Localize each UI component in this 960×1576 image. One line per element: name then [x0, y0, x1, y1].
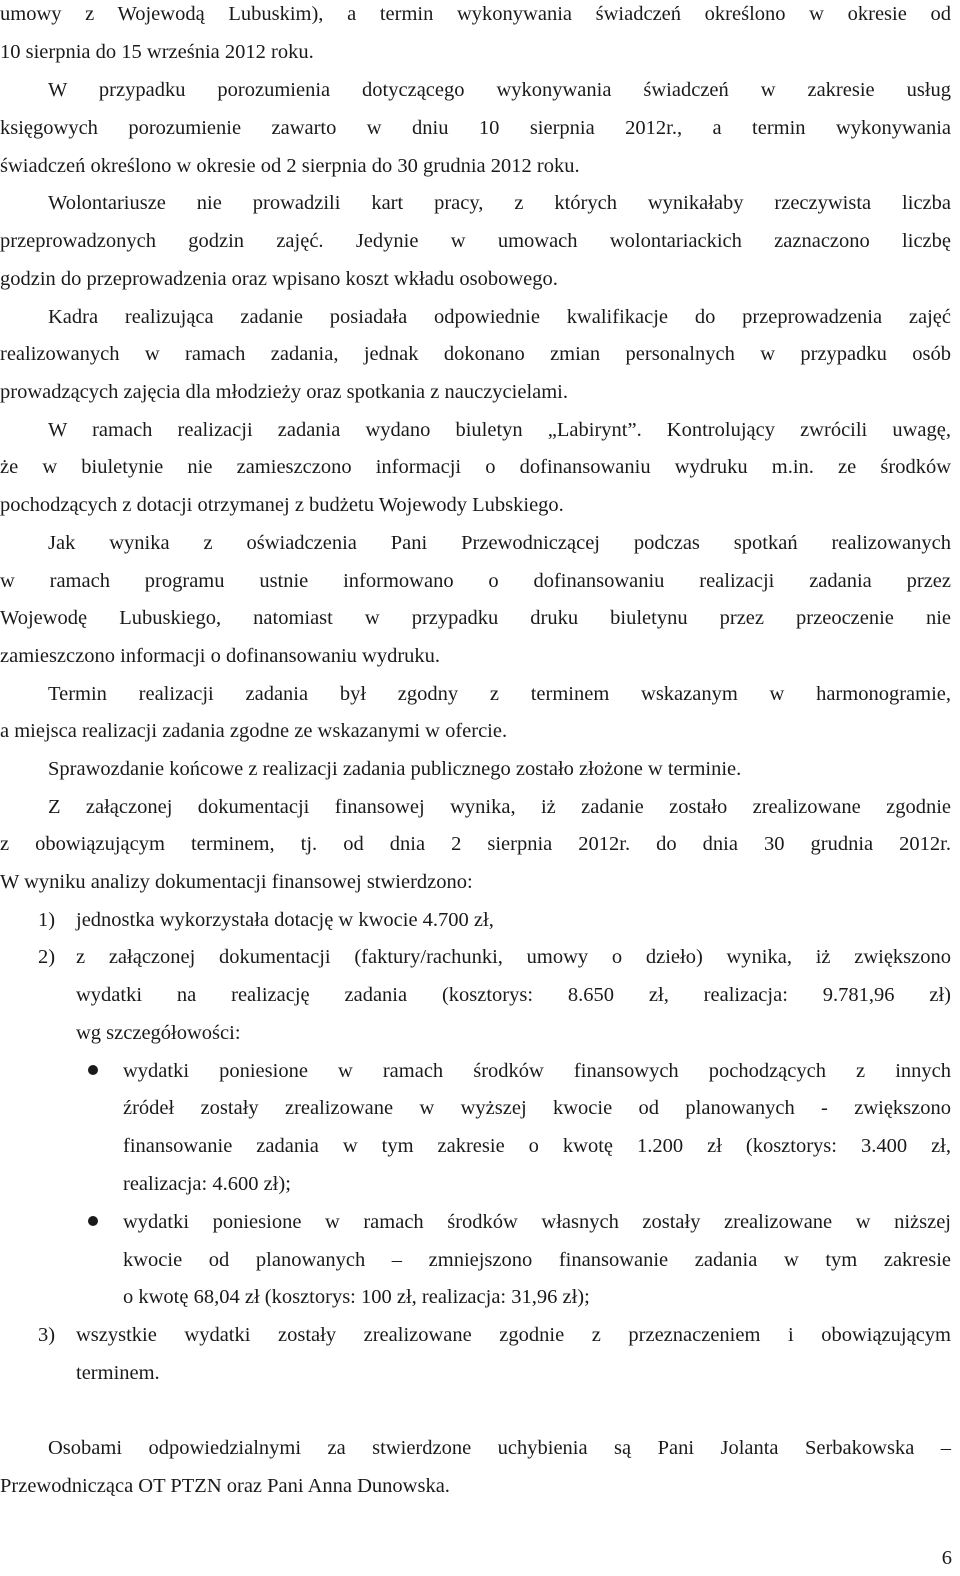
text-line: pochodzących z dotacji otrzymanej z budżetu Wojewody Lubskiego. — [0, 494, 564, 516]
text-line: w ramach programu ustnie informowano o dofinansowaniu realizacji zadania przez — [0, 570, 951, 592]
text-line: Sprawozdanie końcowe z realizacji zadania publicznego zostało złożone w terminie. — [48, 758, 742, 780]
list-item-text: terminem. — [76, 1362, 160, 1384]
text-line: Jak wynika z oświadczenia Pani Przewodniczącej podczas spotkań realizowanych — [48, 532, 951, 554]
list-item-text: wszystkie wydatki zostały zrealizowane zgodnie z przeznaczeniem i obowiązującym — [76, 1324, 951, 1346]
list-item-text: jednostka wykorzystała dotację w kwocie 4.700 zł, — [76, 909, 494, 931]
text-line: świadczeń określono w okresie od 2 sierpnia do 30 grudnia 2012 roku. — [0, 155, 580, 177]
bullet-icon — [88, 1216, 98, 1226]
list-item-text: wydatki na realizację zadania (kosztorys: 8.650 zł, realizacja: 9.781,96 zł) — [76, 984, 951, 1006]
list-item-text: z załączonej dokumentacji (faktury/rachunki, umowy o dzieło) wynika, iż zwiększono — [76, 946, 951, 968]
text-line: umowy z Wojewodą Lubuskim), a termin wykonywania świadczeń określono w okresie od — [0, 3, 951, 25]
text-line: Termin realizacji zadania był zgodny z terminem wskazanym w harmonogramie, — [48, 683, 951, 705]
text-line: W wyniku analizy dokumentacji finansowej stwierdzono: — [0, 871, 473, 893]
text-line: Osobami odpowiedzialnymi za stwierdzone uchybienia są Pani Jolanta Serbakowska – — [48, 1437, 951, 1459]
list-number: 1) — [38, 909, 56, 931]
text-line: zamieszczono informacji o dofinansowaniu wydruku. — [0, 645, 441, 667]
text-line: z obowiązującym terminem, tj. od dnia 2 sierpnia 2012r. do dnia 30 grudnia 2012r. — [0, 833, 951, 855]
text-line: W ramach realizacji zadania wydano biuletyn „Labirynt”. Kontrolujący zwrócili uwagę, — [48, 419, 951, 441]
text-line: a miejsca realizacji zadania zgodne ze wskazanymi w ofercie. — [0, 720, 508, 742]
text-line: W przypadku porozumienia dotyczącego wykonywania świadczeń w zakresie usług — [48, 79, 951, 101]
text-line: prowadzących zajęcia dla młodzieży oraz spotkania z nauczycielami. — [0, 381, 569, 403]
text-line: księgowych porozumienie zawarto w dniu 10 sierpnia 2012r., a termin wykonywania — [0, 117, 951, 139]
bullet-icon — [88, 1065, 98, 1075]
text-line: Z załączonej dokumentacji finansowej wynika, iż zadanie zostało zrealizowane zgodnie — [48, 796, 951, 818]
bullet-item-text: finansowanie zadania w tym zakresie o kwotę 1.200 zł (kosztorys: 3.400 zł, — [123, 1135, 951, 1157]
bullet-item-text: źródeł zostały zrealizowane w wyższej kwocie od planowanych - zwiększono — [123, 1097, 951, 1119]
page-number: 6 — [941, 1547, 952, 1569]
bullet-item-text: kwocie od planowanych – zmniejszono finansowanie zadania w tym zakresie — [123, 1249, 951, 1271]
list-number: 3) — [38, 1324, 56, 1346]
bullet-item-text: o kwotę 68,04 zł (kosztorys: 100 zł, realizacja: 31,96 zł); — [123, 1286, 590, 1308]
bullet-item-text: wydatki poniesione w ramach środków finansowych pochodzących z innych — [123, 1060, 951, 1082]
list-item-text: wg szczegółowości: — [76, 1022, 241, 1044]
text-line: że w biuletynie nie zamieszczono informacji o dofinansowaniu wydruku m.in. ze środków — [0, 456, 951, 478]
text-line: realizowanych w ramach zadania, jednak dokonano zmian personalnych w przypadku osób — [0, 343, 951, 365]
text-line: godzin do przeprowadzenia oraz wpisano koszt wkładu osobowego. — [0, 268, 558, 290]
list-number: 2) — [38, 946, 56, 968]
text-line: Wolontariusze nie prowadzili kart pracy, z których wynikałaby rzeczywista liczba — [48, 192, 951, 214]
text-line: 10 sierpnia do 15 września 2012 roku. — [0, 41, 314, 63]
text-line: Przewodnicząca OT PTZN oraz Pani Anna Dunowska. — [0, 1475, 450, 1497]
text-line: Wojewodę Lubuskiego, natomiast w przypadku druku biuletynu przez przeoczenie nie — [0, 607, 951, 629]
text-line: przeprowadzonych godzin zajęć. Jedynie w umowach wolontariackich zaznaczono liczbę — [0, 230, 951, 252]
bullet-item-text: wydatki poniesione w ramach środków własnych zostały zrealizowane w niższej — [123, 1211, 951, 1233]
text-line: Kadra realizująca zadanie posiadała odpowiednie kwalifikacje do przeprowadzenia zajęć — [48, 306, 951, 328]
bullet-item-text: realizacja: 4.600 zł); — [123, 1173, 291, 1195]
